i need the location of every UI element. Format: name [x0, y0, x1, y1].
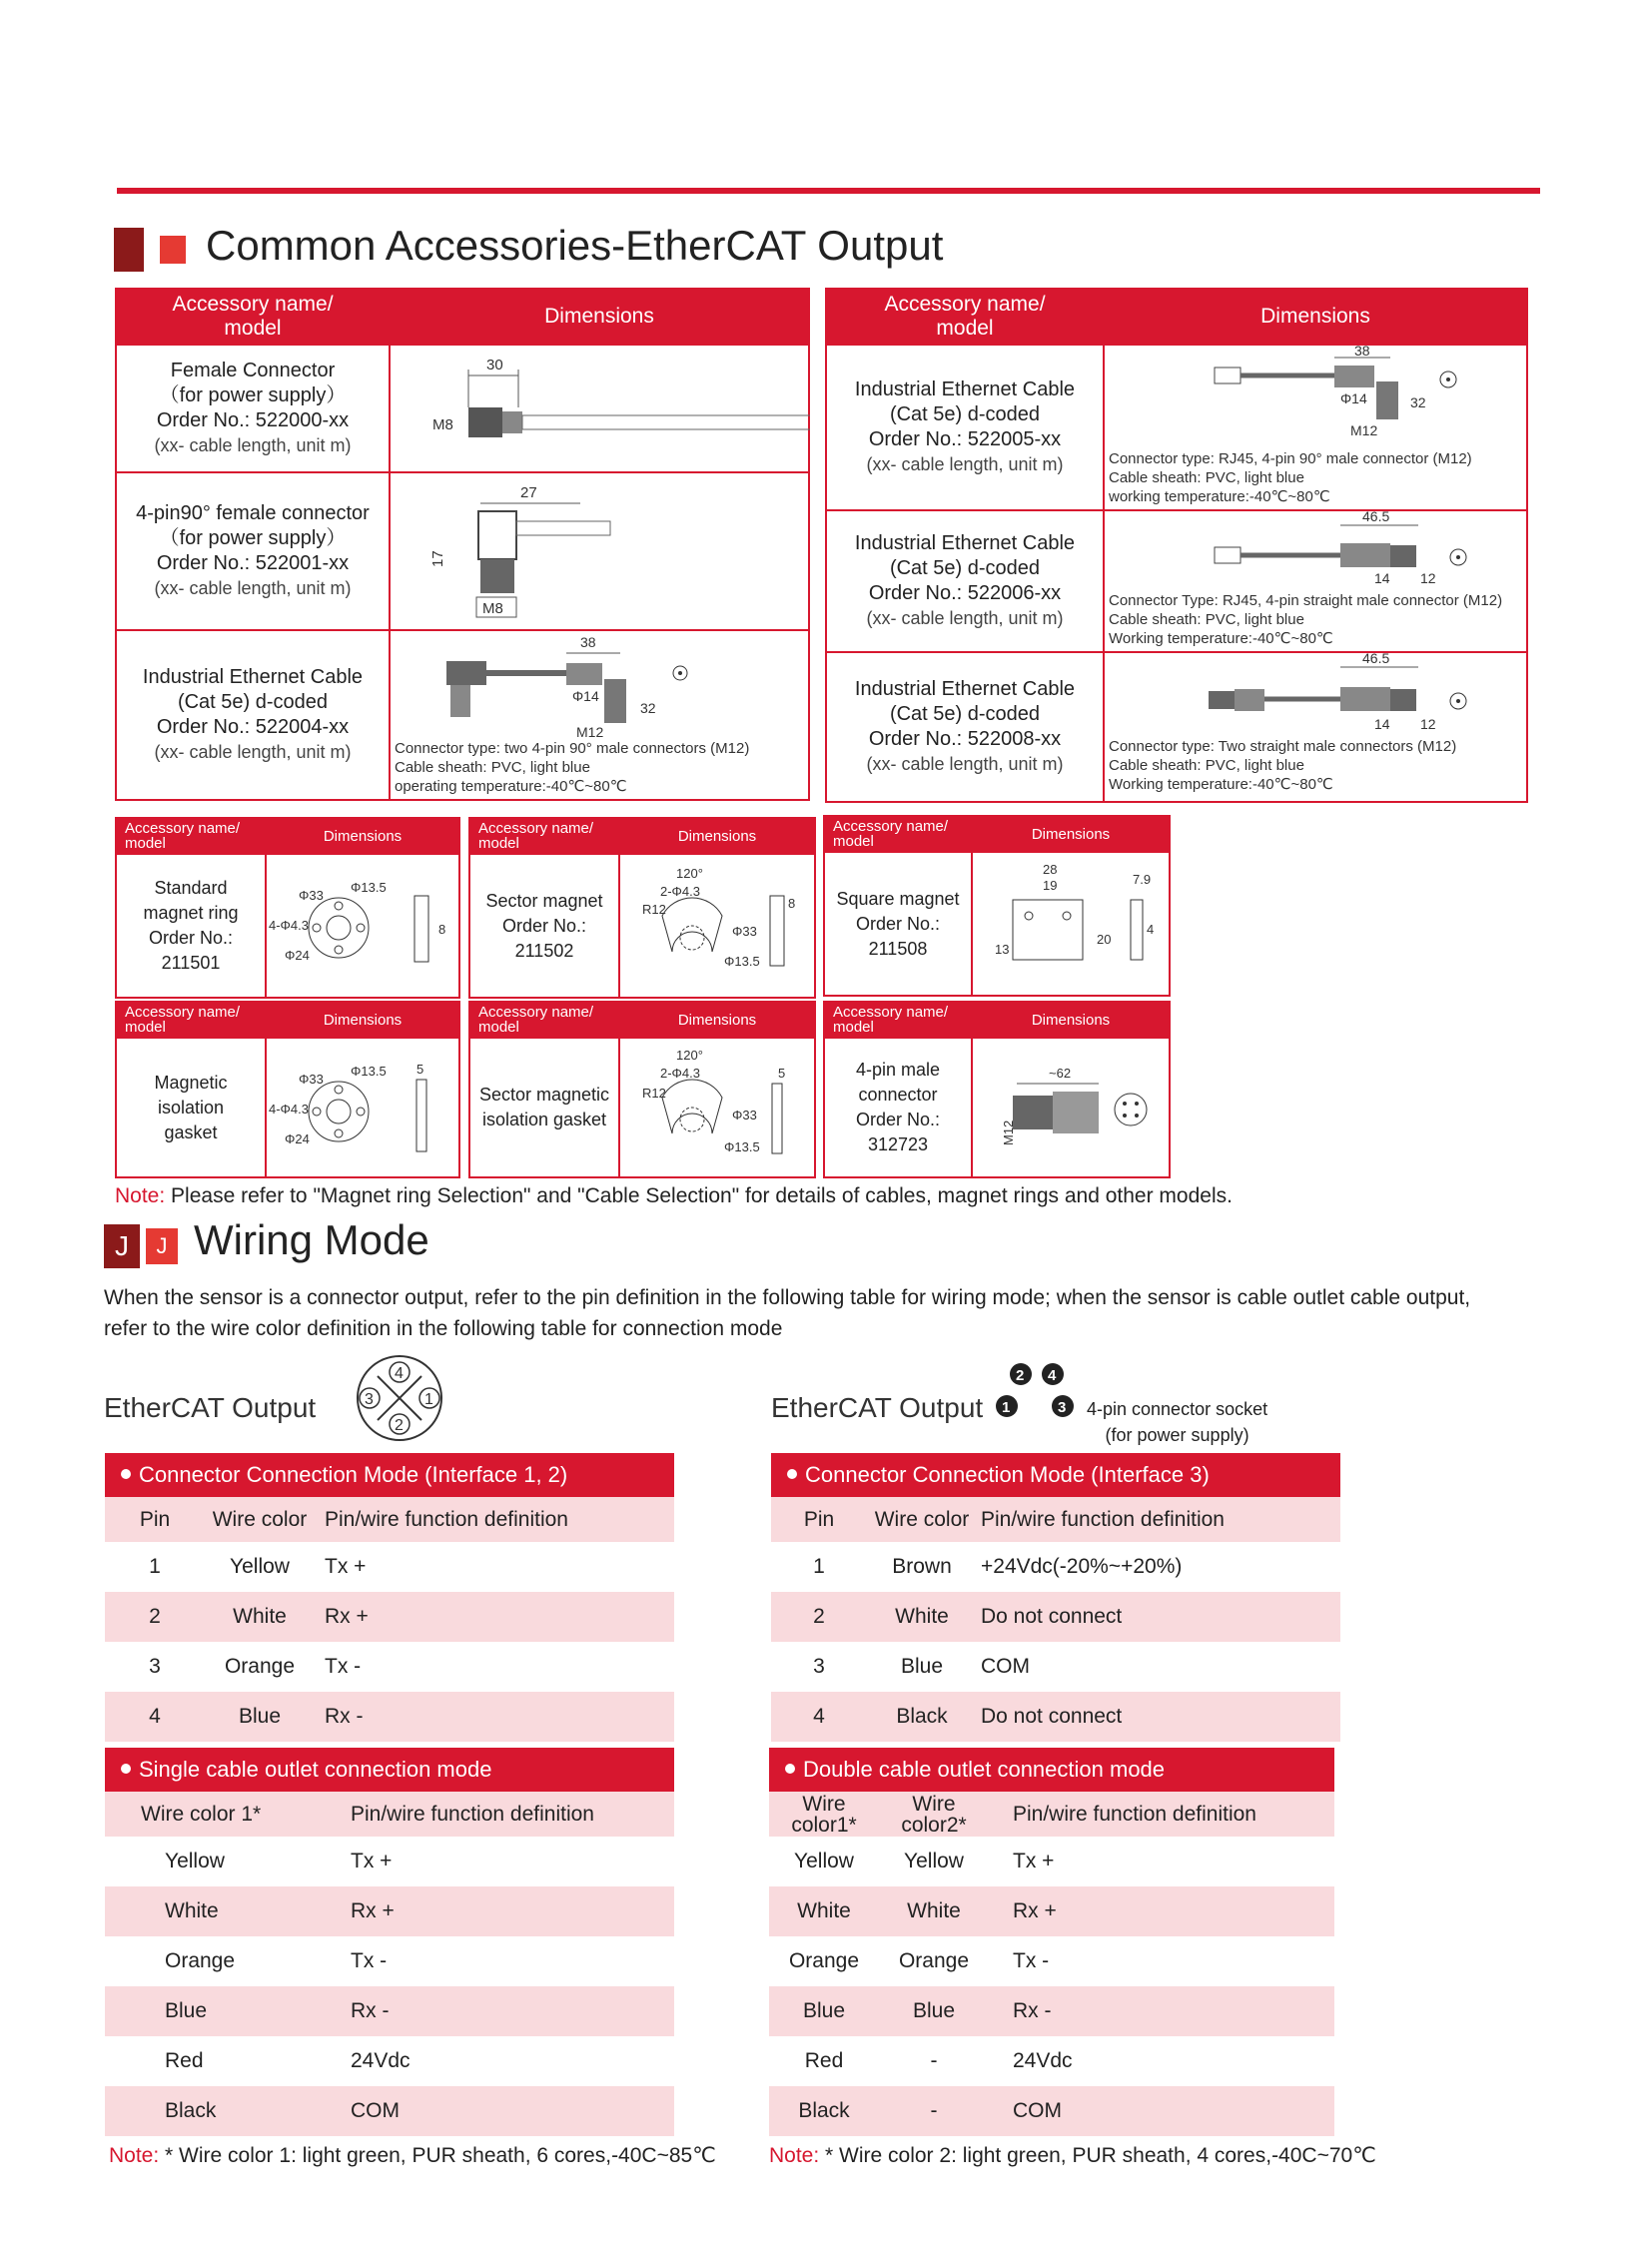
- accessory-522000: Female Connector （for power supply） Order No.: 522000-xx (xx- cable length, unit m): [116, 345, 390, 472]
- table-row: 2 White Do not connect: [771, 1592, 1340, 1642]
- svg-text:7.9: 7.9: [1133, 872, 1152, 887]
- svg-text:M12: M12: [1001, 1120, 1016, 1145]
- table-connector-interface-3: Connector Connection Mode (Interface 3) Pin Wire color Pin/wire function definition 1 Brown +24Vdc(-20%~+20%) 2 White Do not connect 3 Blue COM 4 Black Do not connect: [771, 1453, 1340, 1742]
- header-name: Accessory name/ model: [116, 289, 390, 345]
- table-single-cable-outlet: Single cable outlet connection mode Wire color 1* Pin/wire function definition Yellow Tx + White Rx + Orange Tx - Blue Rx - Red 24Vdc Black COM: [105, 1748, 674, 2136]
- wiring-badge-light: J: [146, 1228, 178, 1264]
- svg-text:46.5: 46.5: [1362, 653, 1390, 666]
- right-connector-pin-diagram: [989, 1356, 1085, 1426]
- svg-text:32: 32: [1410, 394, 1426, 410]
- section-mark-light: [160, 236, 186, 264]
- accessories-table-left: [115, 288, 810, 801]
- accessory-522001: 4-pin90° female connector （for power supply） Order No.: 522001-xx (xx- cable length, unit m): [116, 472, 390, 630]
- svg-text:1: 1: [424, 1391, 433, 1408]
- svg-text:M8: M8: [482, 600, 503, 617]
- table-row: 3 Blue COM: [813, 1655, 1030, 1678]
- bullet-icon: [787, 1469, 797, 1479]
- accessory-522004: Industrial Ethernet Cable (Cat 5e) d-coded Order No.: 522004-xx (xx- cable length, unit m): [116, 630, 390, 800]
- accessory-sector-magnetic-isolation-gasket: Sector magnetic isolation gasket: [469, 1038, 619, 1177]
- wiring-badge-dark: J: [104, 1224, 140, 1268]
- spec-text-522006: Connector Type: RJ45, 4-pin straight male connector (M12) Cable sheath: PVC, light blue Working temperature:-40℃~80℃: [1109, 592, 1503, 647]
- bullet-icon: [121, 1764, 131, 1774]
- svg-text:Φ14: Φ14: [1340, 390, 1367, 406]
- svg-text:32: 32: [640, 700, 656, 716]
- svg-text:20: 20: [1097, 932, 1112, 947]
- svg-text:M8: M8: [432, 416, 453, 433]
- table-row: 4 Blue Rx -: [105, 1692, 674, 1742]
- svg-text:3: 3: [1058, 1399, 1067, 1416]
- small-table-gasket: Accessory name/ model Dimensions Magnetic isolation gasket Φ33 Φ13.5 4-Φ4.3 Φ24 5: [115, 1001, 460, 1178]
- svg-text:8: 8: [438, 922, 446, 937]
- svg-text:17: 17: [429, 550, 446, 567]
- dimension-drawing-522001: [390, 472, 809, 630]
- spec-text-522005: Connector type: RJ45, 4-pin 90° male connector (M12) Cable sheath: PVC, light blue working temperature:-40℃~80℃: [1109, 450, 1472, 505]
- accessory-312723: 4-pin male connector Order No.: 312723: [824, 1038, 972, 1177]
- dimension-drawing-312723: [972, 1038, 1170, 1177]
- header-name-right: Accessory name/ model: [826, 289, 1104, 345]
- accessory-522006: Industrial Ethernet Cable (Cat 5e) d-coded Order No.: 522006-xx (xx- cable length, unit m): [826, 510, 1104, 652]
- wiring-intro: When the sensor is a connector output, refer to the pin definition in the following table for wiring mode; when the sensor is cable outlet cable output, refer to the wire color definition in the following table for connection mode: [104, 1286, 1471, 1340]
- svg-text:120°: 120°: [676, 1048, 703, 1063]
- table-row: White Rx +: [105, 1886, 674, 1936]
- table-row: Blue Blue Rx -: [769, 1986, 1334, 2036]
- table-row: 4 Black Do not connect: [771, 1692, 1340, 1742]
- small-table-211502: Accessory name/ model Dimensions Sector magnet Order No.: 211502 120° 2-Φ4.3 R12 Φ33 Φ13.5 8: [468, 817, 816, 999]
- accessory-522008: Industrial Ethernet Cable (Cat 5e) d-coded Order No.: 522008-xx (xx- cable length, unit m): [826, 652, 1104, 802]
- svg-text:38: 38: [580, 634, 596, 650]
- table-row: Yellow Tx +: [165, 1850, 393, 1872]
- accessory-211501: Standard magnet ring Order No.: 211501: [116, 854, 266, 998]
- svg-text:M12: M12: [1350, 422, 1378, 438]
- dimension-drawing-211508: [972, 852, 1170, 996]
- svg-text:28: 28: [1043, 862, 1058, 877]
- section-mark-dark: [114, 228, 144, 272]
- svg-text:120°: 120°: [676, 866, 703, 881]
- dimension-drawing-211501: [266, 854, 459, 998]
- svg-text:M12: M12: [576, 724, 604, 740]
- svg-text:Φ14: Φ14: [572, 688, 599, 704]
- dimension-drawing-gasket: [266, 1038, 459, 1177]
- svg-text:4-Φ4.3: 4-Φ4.3: [269, 918, 310, 933]
- table-row: 1 Brown +24Vdc(-20%~+20%): [813, 1555, 1183, 1578]
- svg-text:Φ24: Φ24: [285, 948, 310, 963]
- dimension-drawing-522008: [1104, 652, 1527, 802]
- svg-text:4-Φ4.3: 4-Φ4.3: [269, 1102, 310, 1117]
- table-row: Black - COM: [769, 2086, 1334, 2136]
- svg-text:2-Φ4.3: 2-Φ4.3: [660, 1066, 701, 1081]
- svg-text:4: 4: [1147, 922, 1155, 937]
- header-dimensions-right: Dimensions: [1104, 289, 1527, 345]
- right-output-title: EtherCAT Output: [771, 1392, 984, 1423]
- table-row: Red 24Vdc: [165, 2049, 411, 2072]
- svg-text:4: 4: [395, 1365, 404, 1382]
- table-row: Red - 24Vdc: [804, 2049, 1073, 2072]
- accessory-211502: Sector magnet Order No.: 211502: [469, 854, 619, 998]
- svg-text:Φ24: Φ24: [285, 1131, 310, 1146]
- dimension-drawing-211502: [619, 854, 815, 998]
- spec-text-522004: Connector type: two 4-pin 90° male connectors (M12) Cable sheath: PVC, light blue operating temperature:-40℃~80℃: [395, 740, 750, 795]
- accessory-magnetic-isolation-gasket: Magnetic isolation gasket: [116, 1038, 266, 1177]
- svg-text:46.5: 46.5: [1362, 511, 1390, 524]
- svg-text:3: 3: [365, 1391, 374, 1408]
- svg-text:4: 4: [1048, 1367, 1057, 1384]
- top-rule: [117, 188, 1540, 194]
- dimension-drawing-522000: [390, 345, 809, 472]
- bullet-icon: [121, 1469, 131, 1479]
- small-table-211508: Accessory name/ model Dimensions Square magnet Order No.: 211508 28 19 7.9 13 20 4: [823, 815, 1171, 997]
- table-row: Orange Tx -: [165, 1949, 388, 1972]
- svg-text:Φ13.5: Φ13.5: [724, 1139, 760, 1154]
- svg-text:Φ13.5: Φ13.5: [351, 1064, 387, 1079]
- svg-text:5: 5: [778, 1066, 786, 1081]
- svg-text:R12: R12: [642, 1086, 666, 1101]
- svg-text:Φ33: Φ33: [299, 1072, 324, 1087]
- left-output-title: EtherCAT Output: [104, 1392, 317, 1423]
- table-row: 3 Orange Tx -: [149, 1655, 362, 1678]
- table-row: Blue Rx -: [105, 1986, 674, 2036]
- dim-label: 30: [486, 357, 503, 374]
- table-row: 1 Yellow Tx +: [149, 1555, 367, 1578]
- header-dimensions: Dimensions: [390, 289, 809, 345]
- svg-text:Φ13.5: Φ13.5: [724, 954, 760, 969]
- svg-text:13: 13: [995, 942, 1010, 957]
- svg-text:19: 19: [1043, 878, 1058, 893]
- table-row: 2 White Rx +: [105, 1592, 674, 1642]
- small-table-sector-gasket: Accessory name/ model Dimensions Sector magnetic isolation gasket 120° 2-Φ4.3 R12 Φ33 Φ13.5 5: [468, 1001, 816, 1178]
- note-wire-color-1: Note: * Wire color 1: light green, PUR sheath, 6 cores,-40C~85℃: [109, 2144, 716, 2167]
- svg-text:1: 1: [1002, 1399, 1011, 1416]
- svg-text:14: 14: [1374, 716, 1390, 732]
- accessories-note: Note: Please refer to "Magnet ring Selection" and "Cable Selection" for details of cables, magnet rings and other models.: [115, 1184, 1233, 1207]
- wiring-title: Wiring Mode: [194, 1216, 429, 1263]
- svg-text:38: 38: [1354, 346, 1370, 359]
- accessory-211508: Square magnet Order No.: 211508: [824, 852, 972, 996]
- note-wire-color-2: Note: * Wire color 2: light green, PUR sheath, 4 cores,-40C~70℃: [769, 2144, 1376, 2167]
- table-row: White White Rx +: [769, 1886, 1334, 1936]
- svg-text:14: 14: [1374, 570, 1390, 586]
- accessories-table-right: [825, 288, 1528, 803]
- table-connector-interface-1-2: Connector Connection Mode (Interface 1, 2) Pin Wire color Pin/wire function definition 1 Yellow Tx + 2 White Rx + 3 Orange Tx - 4 Blue Rx -: [105, 1453, 674, 1742]
- dimension-drawing-sector-gasket: [619, 1038, 815, 1177]
- table-double-cable-outlet: Double cable outlet connection mode Wire color1* Wire color2* Pin/wire function definition Yellow Yellow Tx + White White Rx + Orange Orange Tx - Blue Blue Rx - Red - 24Vdc Black - COM: [769, 1748, 1334, 2136]
- bullet-icon: [785, 1764, 795, 1774]
- svg-text:Φ13.5: Φ13.5: [351, 880, 387, 895]
- svg-text:Φ33: Φ33: [732, 1108, 757, 1122]
- small-table-312723: Accessory name/ model Dimensions 4-pin male connector Order No.: 312723 ~62 M12: [823, 1001, 1171, 1178]
- accessory-522005: Industrial Ethernet Cable (Cat 5e) d-coded Order No.: 522005-xx (xx- cable length, unit m): [826, 345, 1104, 510]
- table-row: Yellow Yellow Tx +: [794, 1850, 1055, 1872]
- svg-text:Φ33: Φ33: [732, 924, 757, 939]
- table-row: Black COM: [105, 2086, 674, 2136]
- dimension-drawing-522006: [1104, 510, 1527, 652]
- svg-text:8: 8: [788, 896, 796, 911]
- right-socket-caption: 4-pin connector socket (for power supply): [1087, 1399, 1268, 1445]
- svg-text:2: 2: [1016, 1367, 1025, 1384]
- dimension-drawing-522005: [1104, 345, 1527, 510]
- svg-text:27: 27: [520, 484, 537, 501]
- left-connector-pin-diagram: [348, 1350, 453, 1444]
- table-row: Orange Orange Tx -: [788, 1949, 1050, 1972]
- svg-text:R12: R12: [642, 902, 666, 917]
- svg-text:Φ33: Φ33: [299, 888, 324, 903]
- svg-text:2-Φ4.3: 2-Φ4.3: [660, 884, 701, 899]
- svg-text:5: 5: [416, 1062, 424, 1077]
- spec-text-522008: Connector type: Two straight male connectors (M12) Cable sheath: PVC, light blue Working temperature:-40℃~80℃: [1109, 738, 1457, 793]
- dimension-drawing-522004: [390, 630, 809, 800]
- svg-text:12: 12: [1420, 716, 1436, 732]
- svg-text:2: 2: [395, 1417, 404, 1434]
- small-table-211501: Accessory name/ model Dimensions Standard magnet ring Order No.: 211501 Φ33 Φ13.5 4-Φ4.3 Φ24 8: [115, 817, 460, 999]
- svg-text:~62: ~62: [1049, 1066, 1072, 1081]
- svg-text:12: 12: [1420, 570, 1436, 586]
- section-title: Common Accessories-EtherCAT Output: [206, 222, 944, 269]
